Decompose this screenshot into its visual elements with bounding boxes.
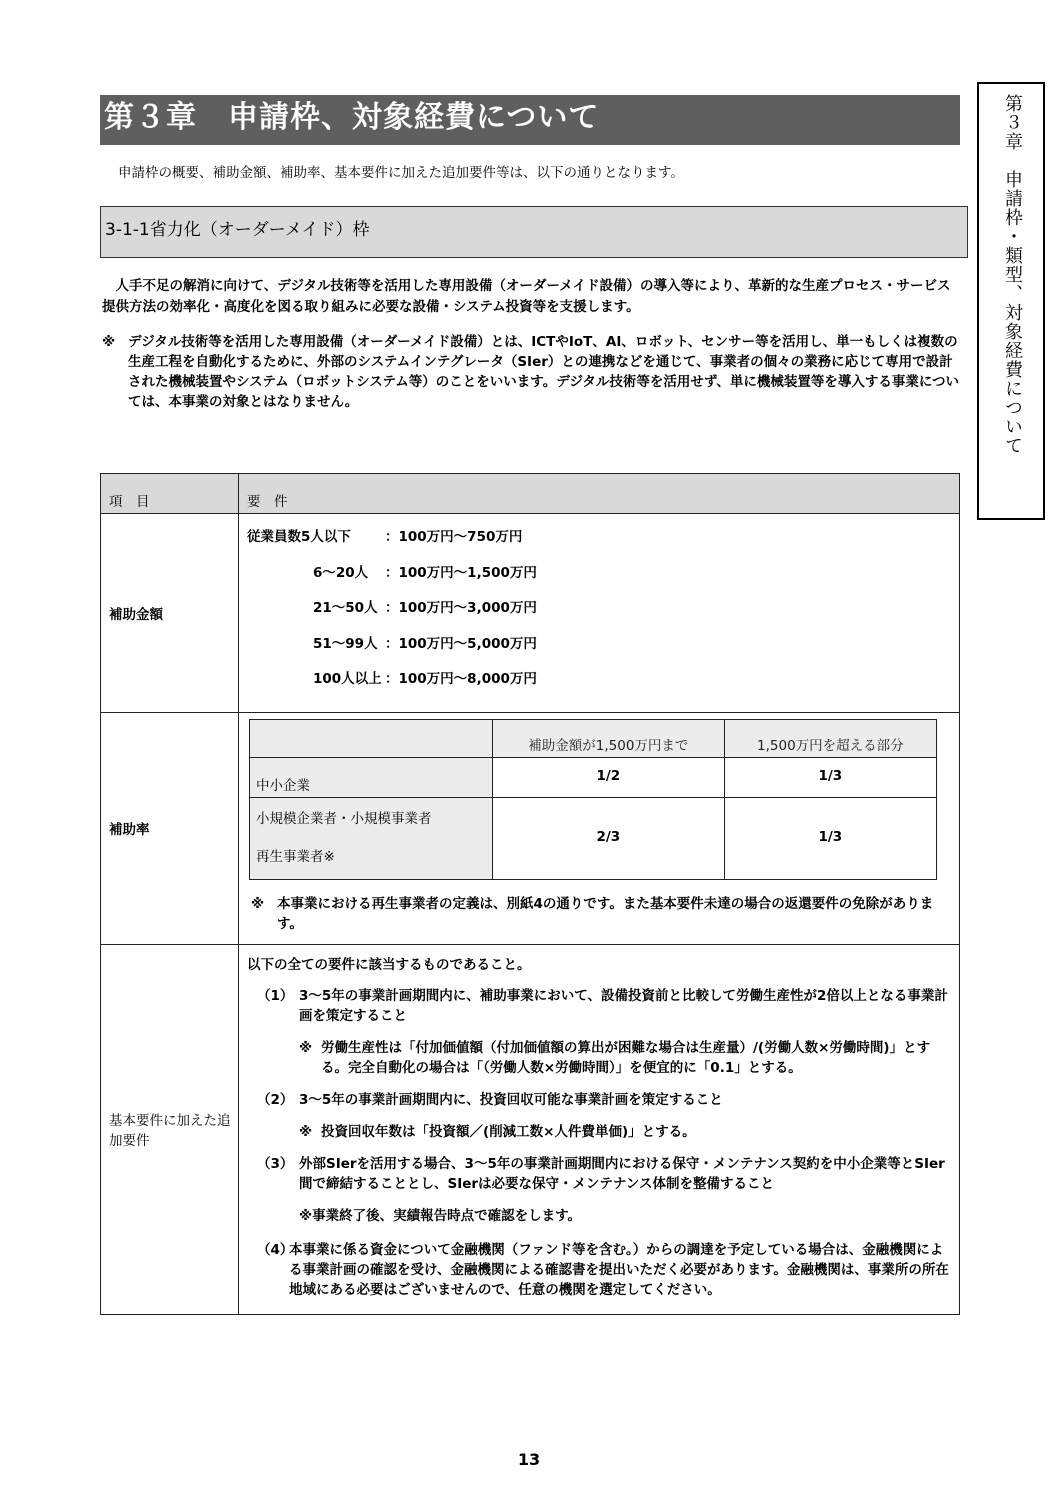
section-heading: 3-1-1省力化（オーダーメイド）枠 [100, 206, 968, 258]
requirement-note-text: 労働生産性は「付加価値額（付加価値額の算出が困難な場合は生産量）/(労働人数×労働時間)」とする。完全自動化の場合は「（労働人数×労働時間）」を便宜的に「0.1」とする。 [321, 1039, 931, 1076]
subsidy-rate-label: 補助率 [101, 712, 239, 944]
requirement-number: （1） [257, 987, 294, 1004]
amount-value: ：100万円～750万円 [385, 529, 523, 545]
rate-note [247, 894, 937, 934]
note-mark: ※ [251, 895, 265, 912]
amount-row [247, 633, 959, 669]
requirement-note: ※事業終了後、実績報告時点で確認をします。 [299, 1207, 582, 1224]
rate-up-to-1500: 2/3 [493, 797, 725, 879]
header-requirement: 要 件 [239, 474, 960, 514]
amount-value: ：100万円～1,500万円 [385, 564, 537, 581]
requirement-item [247, 986, 949, 1026]
requirement-item [247, 1154, 949, 1194]
amount-employees: 6～20人 [313, 564, 369, 581]
table-header-row [101, 474, 960, 514]
requirement-note [247, 1038, 949, 1078]
table-row-additional-requirements [101, 944, 960, 1314]
requirement-number: （4） [257, 1241, 294, 1258]
amount-row [247, 668, 959, 704]
subsidy-rate-table [249, 719, 937, 880]
amount-row [247, 562, 959, 598]
additional-requirements-cell [239, 944, 960, 1314]
rate-row-sme [250, 757, 937, 797]
requirement-number: （3） [257, 1155, 294, 1172]
section-note [102, 332, 962, 412]
section-note-text: デジタル技術等を活用した専用設備（オーダーメイド設備）とは、ICTやIoT、AI、ロボット、センサー等を活用し、単一もしくは複数の生産工程を自動化するために、外部のシステムインテグレータ（SIer）との連携などを通じて、事業者の個々の業務に応じて専用で設計された機械装置やシステム（ロボットシステム等）のことをいいます。デジタル技術等を活用せず、単に機械装置等を導入する事業については、本事業の対象とはなりません。 [128, 334, 960, 410]
requirement-text: 3～5年の事業計画期間内に、投資回収可能な事業計画を策定すること [299, 1091, 723, 1108]
requirements-lead: 以下の全ての要件に該当するものであること。 [247, 956, 531, 973]
note-mark: ※ [299, 1039, 313, 1056]
rate-header-blank [250, 719, 493, 757]
page-number: 13 [517, 1450, 541, 1469]
side-chapter-tab [977, 82, 1045, 520]
requirement-note [247, 1122, 949, 1142]
amount-value: ：100万円～5,000万円 [385, 635, 537, 652]
chapter-intro: 申請枠の概要、補助金額、補助率、基本要件に加えた追加要件等は、以下の通りとなります。 [118, 165, 684, 181]
rate-category-line: 小規模企業者・小規模事業者 [256, 810, 432, 827]
amount-row [247, 597, 959, 633]
table-row-subsidy-rate [101, 712, 960, 944]
rate-header-over-1500: 1,500万円を超える部分 [724, 719, 936, 757]
requirement-text: 外部SIerを活用する場合、3～5年の事業計画期間内における保守・メンテナンス契約を中小企業等とSIer間で締結することとし、SIerは必要な保守・メンテナンス体制を整備すること [299, 1155, 945, 1192]
requirement-item [247, 1090, 949, 1110]
amount-value: ：100万円～8,000万円 [385, 671, 537, 687]
rate-category-line: 再生事業者※ [256, 848, 335, 865]
header-item: 項 目 [101, 474, 239, 514]
rate-category [250, 797, 493, 879]
subsidy-rate-cell [239, 712, 960, 944]
rate-note-text: 本事業における再生事業者の定義は、別紙4の通りです。また基本要件未達の場合の返還要件の免除があります。 [277, 895, 934, 932]
section-paragraph: 人手不足の解消に向けて、デジタル技術等を活用した専用設備（オーダーメイド設備）の導入等により、革新的な生産プロセス・サービス提供方法の効率化・高度化を図る取り組みに必要な設備・システム投資等を支援します。 [102, 278, 951, 315]
amount-value: ：100万円～3,000万円 [385, 600, 537, 616]
amount-employees: 21～50人 [313, 600, 378, 616]
requirement-item [247, 1240, 949, 1300]
amount-row [247, 526, 959, 562]
requirements-table [100, 473, 960, 1315]
rate-row-small [250, 797, 937, 879]
rate-up-to-1500: 1/2 [493, 757, 725, 797]
amount-employees: 従業員数5人以下 [247, 529, 351, 545]
chapter-title: 第３章 申請枠、対象経費について [100, 95, 960, 145]
note-mark: ※ [299, 1123, 313, 1140]
amount-employees: 51～99人 [313, 635, 378, 652]
requirement-number: （2） [257, 1091, 294, 1108]
additional-requirements-label: 基本要件に加えた追加要件 [101, 944, 239, 1314]
rate-category: 中小企業 [250, 757, 493, 797]
table-row-subsidy-amount [101, 514, 960, 713]
requirement-text: 本事業に係る資金について金融機関（ファンド等を含む。）からの調達を予定している場合は、金融機関による事業計画の確認を受け、金融機関による確認書を提出いただく必要があります。金融機関は、事業所の所在地域にある必要はございませんので、任意の機関を選定してください。 [289, 1241, 949, 1298]
requirement-note-text: 投資回収年数は「投資額／(削減工数×人件費単価)」とする。 [321, 1123, 696, 1140]
rate-over-1500: 1/3 [724, 797, 936, 879]
amount-employees: 100人以上 [313, 671, 382, 687]
rate-header-row [250, 719, 937, 757]
rate-header-up-to-1500: 補助金額が1,500万円まで [493, 719, 725, 757]
note-mark: ※ [102, 334, 116, 350]
subsidy-amount-label: 補助金額 [101, 514, 239, 713]
rate-over-1500: 1/3 [724, 757, 936, 797]
subsidy-amount-list [239, 514, 960, 713]
side-chapter-tab-text: 第３章 申請枠・類型、対象経費について [1002, 94, 1023, 455]
requirement-text: 3～5年の事業計画期間内に、補助事業において、設備投資前と比較して労働生産性が2倍以上となる事業計画を策定すること [299, 987, 948, 1024]
